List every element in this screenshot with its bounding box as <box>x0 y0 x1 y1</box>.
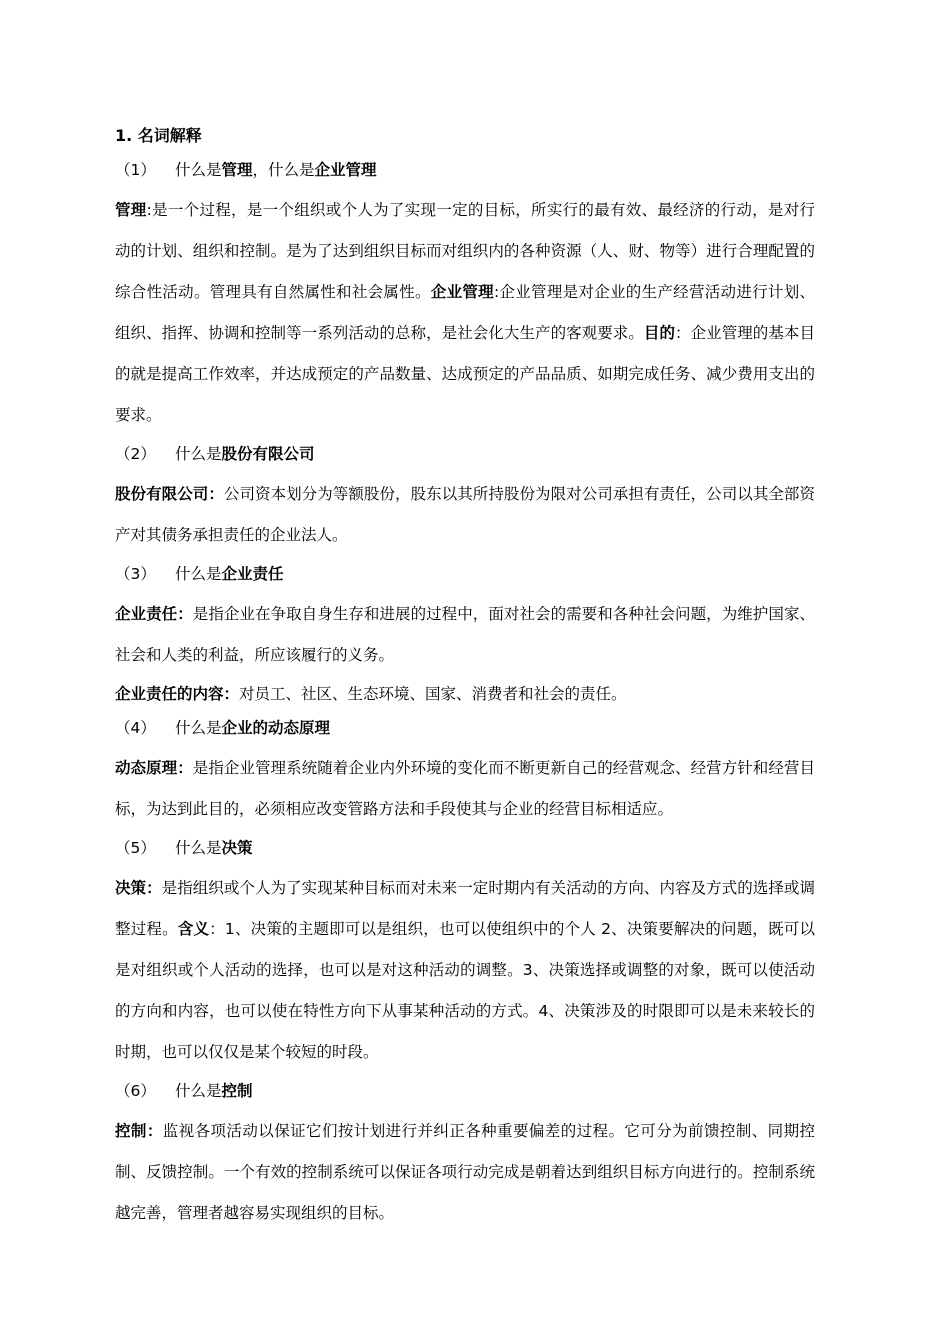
question-term: 管理 <box>221 161 253 179</box>
paragraph-text: 公司资本划分为等额股份，股东以其所持股份为限对公司承担有责任，公司以其全部资产对其债务承担责任的企业法人。 <box>115 485 815 544</box>
paragraph-text: 是指企业在争取自身生存和进展的过程中，面对社会的需要和各种社会问题，为维护国家、社会和人类的利益，所应该履行的义务。 <box>115 605 815 664</box>
question-prefix: 什么是 <box>175 719 222 737</box>
term-bold: 企业责任： <box>115 605 193 623</box>
question-term: 控制 <box>221 1082 253 1100</box>
answer-paragraph-5 <box>115 868 815 1073</box>
question-term: 股份有限公司 <box>221 445 315 463</box>
answer-paragraph-1 <box>115 190 815 436</box>
question-mid: ，什么是 <box>252 161 315 179</box>
answer-paragraph-3 <box>115 594 815 676</box>
document-body <box>115 122 815 1234</box>
term-bold: 企业管理 <box>430 283 494 301</box>
question-prefix: 什么是 <box>175 565 222 583</box>
question-number: （1） <box>115 161 156 179</box>
term-bold: 控制： <box>115 1122 163 1140</box>
term-bold: 股份有限公司： <box>115 485 224 503</box>
question-prefix: 什么是 <box>175 161 222 179</box>
term-bold: 目的 <box>643 324 676 342</box>
question-number: （4） <box>115 719 156 737</box>
question-number: （3） <box>115 565 156 583</box>
term-bold: 管理 <box>115 201 147 219</box>
paragraph-text: :企业管理是对企业的生产经营活动进行计划、组织、指挥、协调和控制等一系列活动的总称，是社会化大生产的客观要求。 <box>115 283 815 342</box>
term-bold: 企业责任的内容： <box>115 685 240 703</box>
question-number: （5） <box>115 839 156 857</box>
term-bold: 决策： <box>115 879 162 897</box>
paragraph-text: 是指组织或个人为了实现某种目标而对未来一定时期内有关活动的方向、内容及方式的选择或调整过程。 <box>115 879 815 938</box>
paragraph-text: ：企业管理的基本目的就是提高工作效率，并达成预定的产品数量、达成预定的产品品质、如期完成任务、减少费用支出的要求。 <box>115 324 815 424</box>
question-1 <box>115 156 815 184</box>
question-number: （2） <box>115 445 156 463</box>
paragraph-text: 是指企业管理系统随着企业内外环境的变化而不断更新自己的经营观念、经营方针和经营目标，为达到此目的，必须相应改变管路方法和手段使其与企业的经营目标相适应。 <box>115 759 815 818</box>
question-prefix: 什么是 <box>175 1082 222 1100</box>
question-term: 决策 <box>221 839 253 857</box>
paragraph-text: :是一个过程，是一个组织或个人为了实现一定的目标，所实行的最有效、最经济的行动，是对行动的计划、组织和控制。是为了达到组织目标而对组织内的各种资源（人、财、物等）进行合理配置的综合性活动。管理具有自然属性和社会属性。 <box>115 201 815 301</box>
term-bold: 动态原理： <box>115 759 193 777</box>
question-2 <box>115 440 815 468</box>
answer-paragraph-2 <box>115 474 815 556</box>
term-bold: 含义 <box>177 920 210 938</box>
paragraph-text: ：1、决策的主题即可以是组织，也可以使组织中的个人 2、决策要解决的问题，既可以是对组织或个人活动的选择，也可以是对这种活动的调整。3、决策选择或调整的对象，既可以使活动的方向和内容，也可以使在特性方向下从事某种活动的方式。4、决策涉及的时限即可以是未来较长的时期，也可以仅仅是某个较短的时段。 <box>115 920 815 1061</box>
question-3 <box>115 560 815 588</box>
answer-paragraph-4 <box>115 748 815 830</box>
paragraph-text: 监视各项活动以保证它们按计划进行并纠正各种重要偏差的过程。它可分为前馈控制、同期控制、反馈控制。一个有效的控制系统可以保证各项行动完成是朝着达到组织目标方向进行的。控制系统越完善，管理者越容易实现组织的目标。 <box>115 1122 815 1222</box>
question-prefix: 什么是 <box>175 445 222 463</box>
section-title: 1. 名词解释 <box>115 126 202 145</box>
answer-paragraph-3b <box>115 680 815 708</box>
question-prefix: 什么是 <box>175 839 222 857</box>
question-4 <box>115 714 815 742</box>
question-term: 企业责任 <box>221 565 284 583</box>
question-5 <box>115 834 815 862</box>
question-term: 企业的动态原理 <box>221 719 331 737</box>
question-6 <box>115 1077 815 1105</box>
answer-paragraph-6 <box>115 1111 815 1234</box>
question-number: （6） <box>115 1082 156 1100</box>
paragraph-text: 对员工、社区、生态环境、国家、消费者和社会的责任。 <box>239 685 627 703</box>
question-term: 企业管理 <box>314 161 377 179</box>
